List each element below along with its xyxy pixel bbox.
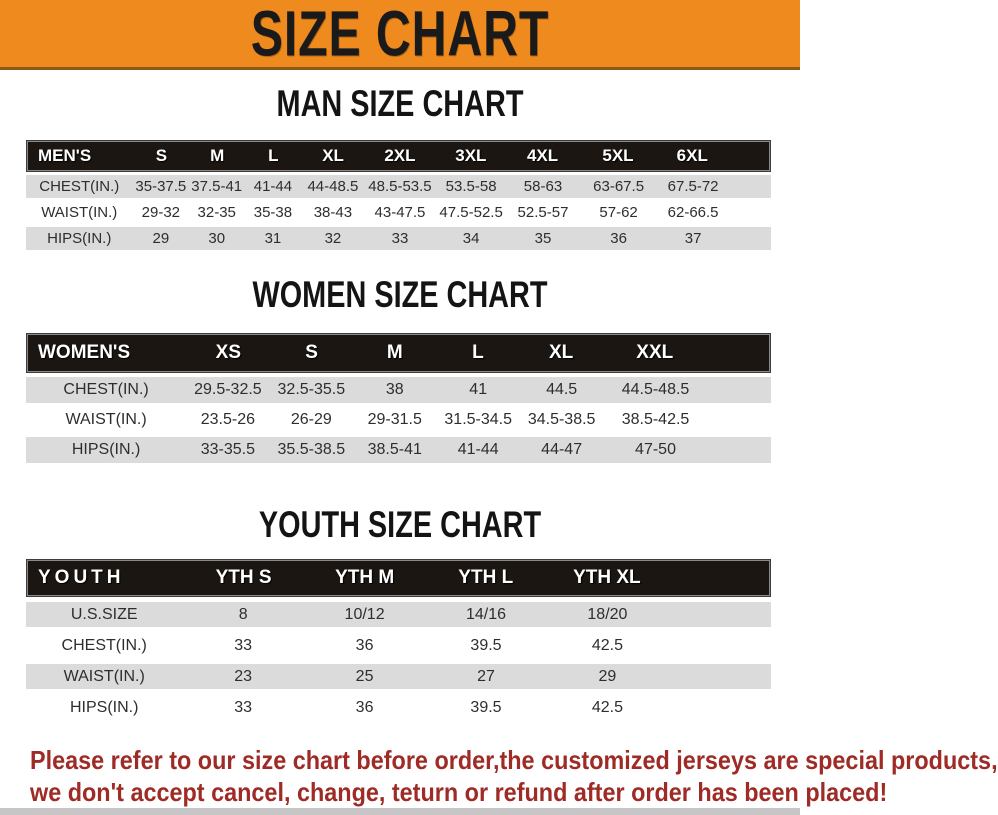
size-column-header: L [268,146,279,165]
size-column-header: 6XL [676,146,708,165]
size-cell: 31.5-34.5 [444,411,512,428]
men-corner-label: MEN'S [38,146,92,165]
spacer-cell [668,664,771,689]
row-label: CHEST(IN.) [61,636,147,654]
size-cell: 36 [355,636,374,654]
size-cell: 35-37.5 [135,178,187,195]
size-column-header: L [472,342,484,363]
row-label: WAIST(IN.) [41,204,118,221]
disclaimer-line-2: we don't accept cancel, change, teturn or refund after order has been placed! [30,777,888,807]
size-cell: 35 [534,230,552,247]
size-column-header: S [305,342,318,363]
size-column-header: XL [549,342,574,363]
size-cell: 29 [152,230,170,247]
size-cell: 52.5-57 [517,204,569,221]
size-cell: 29-32 [141,204,181,221]
size-column-header: XL [322,146,344,165]
row-label: HIPS(IN.) [69,698,139,716]
row-label: WAIST(IN.) [63,667,145,685]
table-row [26,437,771,463]
size-cell: 10/12 [344,605,385,623]
size-cell: 41-44 [457,441,499,458]
size-column-header: YTH S [215,567,272,588]
size-cell: 44-48.5 [307,178,359,195]
size-cell: 31 [264,230,282,247]
youth-table-header-bar [26,559,771,597]
size-cell: 39.5 [470,636,502,654]
row-label: CHEST(IN.) [39,178,120,195]
row-label: CHEST(IN.) [63,381,149,398]
table-row [26,227,771,250]
size-column-header: M [386,342,403,363]
size-cell: 26-29 [290,411,332,428]
size-column-header: S [155,146,168,165]
size-cell: 35.5-38.5 [277,441,346,458]
size-cell: 42.5 [591,698,623,716]
size-cell: 57-62 [599,204,638,221]
table-row [26,407,771,433]
row-label: HIPS(IN.) [47,230,112,247]
table-row [26,175,771,198]
size-cell: 36 [355,698,374,716]
men-section-title: MAN SIZE CHART [276,83,524,124]
spacer-cell [668,633,771,658]
women-corner-label: WOMEN'S [38,342,131,363]
size-cell: 41-44 [253,178,293,195]
size-cell: 32 [324,230,342,247]
spacer-cell [728,141,770,171]
size-cell: 37 [684,230,702,247]
size-column-header: XS [215,342,242,363]
size-cell: 58-63 [523,178,563,195]
size-cell: 33 [234,698,253,716]
size-cell: 63-67.5 [593,178,645,195]
bottom-edge-strip [0,808,800,815]
size-cell: 62-66.5 [667,204,719,221]
youth-corner-label: YOUTH [38,567,125,588]
size-cell: 32.5-35.5 [277,381,346,398]
table-row [26,602,771,627]
size-cell: 34.5-38.5 [527,411,596,428]
size-cell: 33 [234,636,253,654]
size-cell: 41 [469,381,488,398]
size-column-header: YTH M [335,567,395,588]
size-cell: 48.5-53.5 [368,178,432,195]
size-cell: 23 [234,667,253,685]
size-chart-banner [0,0,800,70]
size-cell: 29-31.5 [367,411,422,428]
size-cell: 29 [598,667,617,685]
spacer-cell [708,407,771,433]
size-cell: 44-47 [541,441,583,458]
size-cell: 38 [385,381,404,398]
spacer-cell [728,201,770,224]
size-cell: 27 [477,667,495,685]
banner-title: SIZE CHART [250,0,550,70]
size-cell: 44.5-48.5 [621,381,690,398]
spacer-cell [728,227,770,250]
size-cell: 29.5-32.5 [194,381,262,398]
size-cell: 38.5-41 [367,441,422,458]
size-cell: 30 [208,230,226,247]
size-cell: 25 [355,667,374,685]
table-row [26,201,771,224]
men-table-header-bar [26,140,771,172]
row-label: U.S.SIZE [70,605,138,623]
size-cell: 38-43 [313,204,353,221]
size-cell: 34 [462,230,480,247]
size-cell: 53.5-58 [445,178,497,195]
size-cell: 33-35.5 [200,441,256,458]
spacer-cell [728,175,770,198]
size-cell: 47-50 [635,441,676,458]
spacer-cell [668,602,771,627]
size-column-header: M [210,146,225,165]
size-cell: 23.5-26 [200,411,256,428]
disclaimer-line-1: Please refer to our size chart before order,the customized jerseys are special products, [30,745,998,775]
spacer-cell [667,560,770,596]
size-cell: 33 [391,230,409,247]
size-cell: 36 [610,230,627,247]
table-row [26,633,771,658]
row-label: HIPS(IN.) [71,441,141,458]
spacer-cell [708,437,771,463]
size-column-header: 4XL [526,146,559,165]
size-cell: 67.5-72 [667,178,719,195]
size-cell: 14/16 [465,605,507,623]
size-column-header: 5XL [602,146,634,165]
size-column-header: 3XL [455,146,487,165]
size-cell: 37.5-41 [191,178,243,195]
size-column-header: XXL [636,342,674,363]
spacer-cell [708,377,771,403]
spacer-cell [707,334,770,372]
spacer-cell [668,695,771,720]
size-cell: 18/20 [587,605,628,623]
youth-section-title: YOUTH SIZE CHART [258,504,542,545]
size-column-header: YTH L [458,567,514,588]
size-cell: 32-35 [197,204,236,221]
table-row [26,377,771,403]
size-cell: 42.5 [591,636,623,654]
size-cell: 38.5-42.5 [621,411,690,428]
size-cell: 35-38 [253,204,293,221]
table-row [26,695,771,720]
row-label: WAIST(IN.) [65,411,147,428]
size-cell: 8 [238,605,248,623]
order-disclaimer [30,744,998,808]
women-table-header-bar [26,333,771,373]
table-row [26,664,771,689]
size-cell: 44.5 [546,381,578,398]
women-size-table [26,333,771,467]
women-section-title: WOMEN SIZE CHART [252,274,548,315]
size-cell: 47.5-52.5 [439,204,503,221]
size-column-header: YTH XL [573,567,641,588]
size-column-header: 2XL [384,146,416,165]
size-cell: 43-47.5 [374,204,426,221]
youth-size-table [26,559,771,726]
men-size-table [26,140,771,253]
size-cell: 39.5 [470,698,502,716]
